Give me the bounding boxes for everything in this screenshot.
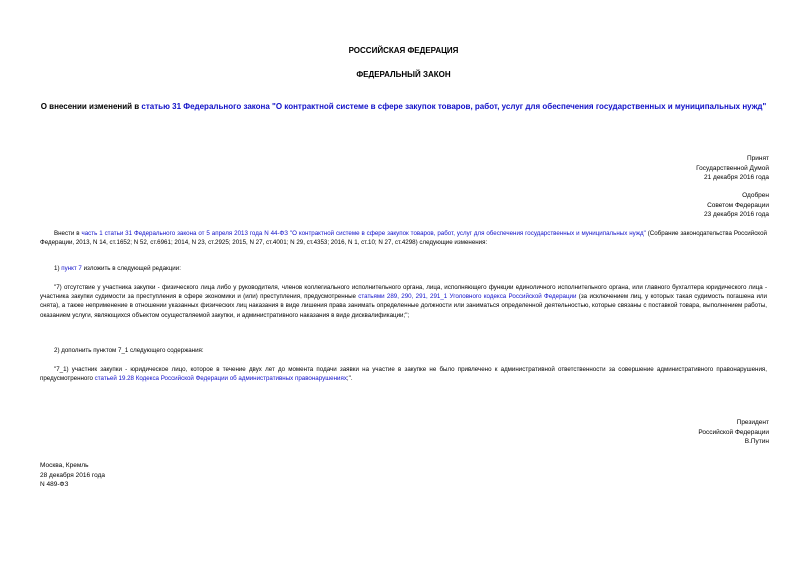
item-2-quote-paragraph: [40, 365, 767, 383]
place-date-block: [40, 461, 105, 490]
signature-line-3: В.Путин: [744, 438, 769, 445]
signature-line-1: Президент: [736, 419, 769, 426]
item-1-link[interactable]: пункт 7: [61, 265, 82, 272]
administrative-code-link[interactable]: статьей 19.28 Кодекса Российской Федерации об административных правонарушениях: [94, 375, 347, 383]
date-line: 28 декабря 2016 года: [40, 471, 106, 479]
item-2-paragraph: [40, 346, 767, 355]
item-1-quote-paragraph: [40, 283, 767, 320]
item-1-paragraph: [40, 264, 767, 273]
law-type-heading: ФЕДЕРАЛЬНЫЙ ЗАКОН: [356, 70, 451, 79]
intro-suffix: (Собрание законодательства Российской Федерации, 2013, N 14, ст.1652; N 52, ст.6961; 2014, N 23, ст.2925; 2015, N 27, ст.4001; N 29, ст.4353; 2016, N 1, ст.10; N 27, ст.4298) следующие изменения:: [40, 230, 767, 247]
law-title-link[interactable]: статью 31 Федерального закона "О контрактной системе в сфере закупок товаров, работ, услуг для обеспечения государственных и муниципальных нужд": [141, 102, 767, 111]
law-number-line: N 489-ФЗ: [40, 481, 69, 488]
item-1-prefix: 1): [54, 265, 62, 272]
approved-block: [704, 191, 769, 220]
adopted-line-1: Принят: [746, 155, 769, 162]
approved-line-3: 23 декабря 2016 года: [703, 211, 769, 218]
item-2-text: 2) дополнить пунктом 7_1 следующего содержания:: [54, 347, 204, 354]
item-1-quote-part-2: (за исключением лиц, у которых такая судимость погашена или снята), а также неприменение в отношении указанных физических лиц наказания в виде лишения права занимать определенные должности или заниматься определенной деятельностью, которые связаны с поставкой товара, выполнением работы, оказанием услуги, являющихся объектом осуществляемой закупки, и административного наказания в виде дисквалификации;";: [40, 293, 767, 319]
signature-block: [698, 418, 769, 447]
item-2-quote-part-2: ;".: [346, 375, 353, 383]
adopted-block: [696, 154, 769, 183]
adopted-line-2: Государственной Думой: [696, 164, 769, 172]
adopted-line-3: 21 декабря 2016 года: [703, 174, 769, 181]
place-line: Москва, Кремль: [40, 462, 89, 469]
law-title-prefix: О внесении изменений в: [40, 102, 142, 111]
item-2-quote-part-1: "7_1) участник закупки - юридическое лицо, которое в течение двух лет до момента подачи заявки на участие в закупке не было привлечено к административной ответственности за совершение административного правонарушения, предусмотренного: [40, 366, 767, 383]
signature-line-2: Российской Федерации: [698, 428, 769, 436]
intro-prefix: Внести в: [54, 230, 82, 237]
approved-line-2: Советом Федерации: [707, 201, 769, 209]
law-title: [40, 101, 767, 112]
country-heading: РОССИЙСКАЯ ФЕДЕРАЦИЯ: [348, 46, 459, 55]
approved-line-1: Одобрен: [742, 192, 769, 199]
intro-law-link[interactable]: часть 1 статьи 31 Федерального закона от 5 апреля 2013 года N 44-ФЗ "О контрактной системе в сфере закупок товаров, работ, услуг для обеспечения государственных и муниципальных нужд": [81, 230, 646, 237]
criminal-code-link[interactable]: статьями 289, 290, 291, 291_1 Уголовного кодекса Российской Федерации: [358, 293, 577, 301]
item-1-quote-part-1: "7) отсутствие у участника закупки - физического лица либо у руководителя, членов коллегиального исполнительного органа, лица, исполняющего функции единоличного исполнительного органа, или главного бухгалтера юридического лица - участника закупки судимости за преступления в сфере экономики и (или) преступления, предусмотренные: [40, 284, 767, 301]
item-1-suffix: изложить в следующей редакции:: [81, 265, 181, 272]
intro-paragraph: [40, 229, 767, 247]
